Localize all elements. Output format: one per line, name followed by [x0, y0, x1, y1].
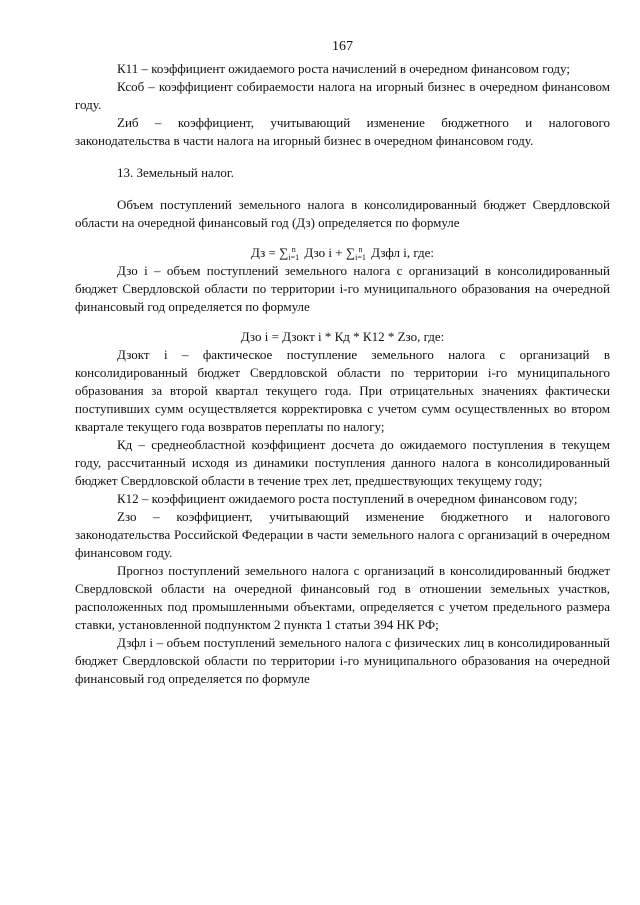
paragraph-intro: Объем поступлений земельного налога в консолидированный бюджет Свердловской области на очередной финансовый год (Дз) определяется по формуле — [75, 197, 610, 230]
formula-dz-term1: Дзо i + — [301, 245, 346, 260]
formula-dz-left: Дз = — [250, 245, 280, 260]
sum-limits-1 — [288, 246, 299, 262]
paragraph-k11: К11 – коэффициент ожидаемого роста начислений в очередном финансовом году; — [117, 61, 570, 76]
paragraph-k12: К12 – коэффициент ожидаемого роста поступлений в очередном финансовом году; — [117, 491, 578, 507]
paragraph-zzo: Zзо – коэффициент, учитывающий изменение бюджетного и налогового законодательства Российской Федерации в части земельного налога с организаций в очередном финансовом году. — [75, 509, 610, 561]
paragraph-dzo: Дзо i – объем поступлений земельного налога с организаций в консолидированный бюджет Свердловской области по территории i-го муниципального образования на очередной финансовый год определяется по формуле — [75, 263, 610, 315]
page-number: 167 — [332, 39, 353, 54]
paragraph-kd: Кд – среднеобластной коэффициент досчета до ожидаемого поступления в текущем году, рассчитанный исходя из динамики поступления данного налога в консолидированный бюджет Свердловской области в течение трех лет, предшествующих текущему году; — [75, 437, 610, 489]
sum-upper-2: n — [358, 245, 363, 255]
sum-lower-1: i=1 — [288, 253, 300, 263]
formula-dzo: Дзо i = Дзокт i * Кд * К12 * Zзо, где: — [240, 329, 445, 345]
section-heading: 13. Земельный налог. — [117, 165, 235, 180]
sum-limits-2 — [355, 246, 366, 262]
sum-symbol-1: ∑ — [279, 245, 289, 260]
sum-upper-1: n — [291, 245, 296, 255]
sum-symbol-2: ∑ — [345, 245, 356, 260]
paragraph-ksob: Ксоб – коэффициент собираемости налога на игорный бизнес в очередном финансовом году. — [75, 79, 610, 112]
formula-dz-term2: Дзфл i, где: — [367, 245, 435, 260]
paragraph-dzokt: Дзокт i – фактическое поступление земельного налога с организаций в консолидированный бюджет Свердловской области по территории i-го муниципального образования за второй квартал текущего года. При отрицательных значениях фактически поступивших сумм осуществляется корректировка с учетом сумм осуществленных во втором квартале текущего года возвратов переплаты по налогу; — [75, 347, 610, 435]
sum-lower-2: i=1 — [355, 253, 366, 263]
paragraph-zib: Zиб – коэффициент, учитывающий изменение бюджетного и налогового законодательства в части налога на игорный бизнес в очередном финансовом году. — [75, 115, 610, 148]
paragraph-dzfl: Дзфл i – объем поступлений земельного налога с физических лиц в консолидированный бюджет Свердловской области по территории i-го муниципального образования на очередной финансовый год определяется по формуле — [75, 635, 610, 687]
paragraph-prognoz: Прогноз поступлений земельного налога с организаций в консолидированный бюджет Свердловской области на очередной финансовый год в отношении земельных участков, расположенных под промышленными объектами, определяется с учетом предельного размера ставки, установленной подпунктом 2 пункта 1 статьи 394 НК РФ; — [75, 563, 610, 633]
formula-dz — [75, 244, 610, 262]
